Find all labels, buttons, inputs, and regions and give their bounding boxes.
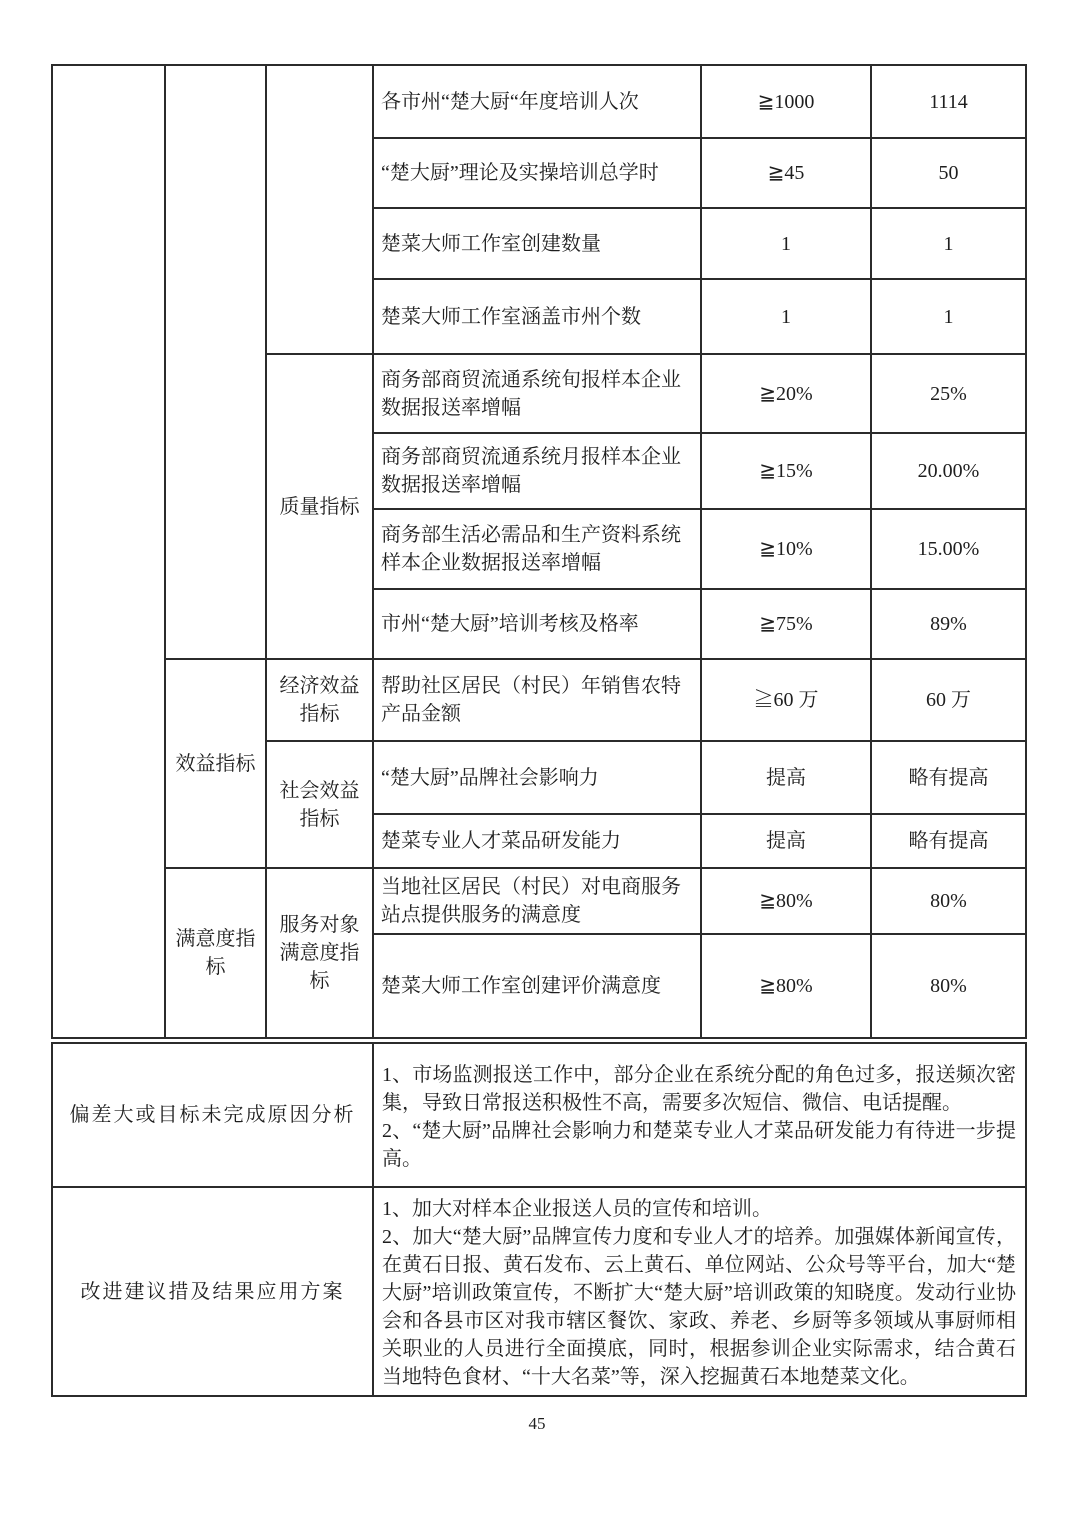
indicator-name: 市州“楚大厨”培训考核及格率 [373, 589, 701, 659]
improvement-plan-label: 改进建议措及结果应用方案 [52, 1187, 373, 1396]
target-value: ≧80% [701, 934, 871, 1038]
table-row [52, 659, 1026, 741]
group-empty-cell [165, 65, 266, 659]
actual-value: 略有提高 [871, 814, 1026, 868]
group-label-benefit: 效益指标 [165, 659, 266, 868]
target-value: ≧80% [701, 868, 871, 934]
table-row [52, 65, 1026, 138]
analysis-table [51, 1042, 1027, 1397]
indicator-name: 楚菜大师工作室涵盖市州个数 [373, 279, 701, 354]
actual-value: 50 [871, 138, 1026, 208]
indicator-name: 各市州“楚大厨“年度培训人次 [373, 65, 701, 138]
indicator-table [51, 64, 1027, 1039]
actual-value: 1 [871, 279, 1026, 354]
group-label-economic: 经济效益指标 [266, 659, 373, 741]
target-value: ≧10% [701, 509, 871, 589]
group-label-satisfaction: 满意度指标 [165, 868, 266, 1038]
target-value: ≧45 [701, 138, 871, 208]
indicator-name: 商务部生活必需品和生产资料系统样本企业数据报送率增幅 [373, 509, 701, 589]
actual-value: 1114 [871, 65, 1026, 138]
actual-value: 20.00% [871, 433, 1026, 509]
indicator-name: 商务部商贸流通系统旬报样本企业数据报送率增幅 [373, 354, 701, 433]
actual-value: 25% [871, 354, 1026, 433]
group-label-quality: 质量指标 [266, 354, 373, 659]
indicator-name: 楚菜大师工作室创建数量 [373, 208, 701, 279]
deviation-analysis-label: 偏差大或目标未完成原因分析 [52, 1043, 373, 1187]
target-value: ≧60 万 [701, 659, 871, 741]
table-row [52, 868, 1026, 934]
actual-value: 15.00% [871, 509, 1026, 589]
group-label-service-satisfaction: 服务对象满意度指标 [266, 868, 373, 1038]
target-value: ≧20% [701, 354, 871, 433]
indicator-name: 楚菜大师工作室创建评价满意度 [373, 934, 701, 1038]
target-value: ≧1000 [701, 65, 871, 138]
indicator-name: “楚大厨”品牌社会影响力 [373, 741, 701, 814]
actual-value: 80% [871, 868, 1026, 934]
actual-value: 1 [871, 208, 1026, 279]
target-value: 1 [701, 208, 871, 279]
table-row [52, 1187, 1026, 1396]
indicator-name: 帮助社区居民（村民）年销售农特产品金额 [373, 659, 701, 741]
target-value: ≧75% [701, 589, 871, 659]
spanner-empty-cell [52, 65, 165, 1038]
table-row [52, 1043, 1026, 1187]
target-value: ≧15% [701, 433, 871, 509]
indicator-name: 楚菜专业人才菜品研发能力 [373, 814, 701, 868]
target-value: 1 [701, 279, 871, 354]
deviation-analysis-content: 1、市场监测报送工作中，部分企业在系统分配的角色过多，报送频次密集，导致日常报送积极性不高，需要多次短信、微信、电话提醒。 2、“楚大厨”品牌社会影响力和楚菜专业人才菜品研发能力有待进一步提高。 [373, 1043, 1026, 1187]
target-value: 提高 [701, 814, 871, 868]
indicator-name: 商务部商贸流通系统月报样本企业数据报送率增幅 [373, 433, 701, 509]
indicator-name: 当地社区居民（村民）对电商服务站点提供服务的满意度 [373, 868, 701, 934]
subgroup-empty-cell [266, 65, 373, 354]
actual-value: 60 万 [871, 659, 1026, 741]
actual-value: 80% [871, 934, 1026, 1038]
actual-value: 89% [871, 589, 1026, 659]
page-number: 45 [528, 1414, 546, 1433]
actual-value: 略有提高 [871, 741, 1026, 814]
improvement-plan-content: 1、加大对样本企业报送人员的宣传和培训。 2、加大“楚大厨”品牌宣传力度和专业人才的培养。加强媒体新闻宣传，在黄石日报、黄石发布、云上黄石、单位网站、公众号等平台，加大“楚大厨”培训政策宣传，不断扩大“楚大厨”培训政策的知晓度。发动行业协会和各县市区对我市辖区餐饮、家政、养老、乡厨等多领域从事厨师相关职业的人员进行全面摸底，同时，根据参训企业实际需求，结合黄石当地特色食材、“十大名菜”等，深入挖掘黄石本地楚菜文化。 [373, 1187, 1026, 1396]
target-value: 提高 [701, 741, 871, 814]
group-label-social: 社会效益指标 [266, 741, 373, 868]
indicator-name: “楚大厨”理论及实操培训总学时 [373, 138, 701, 208]
